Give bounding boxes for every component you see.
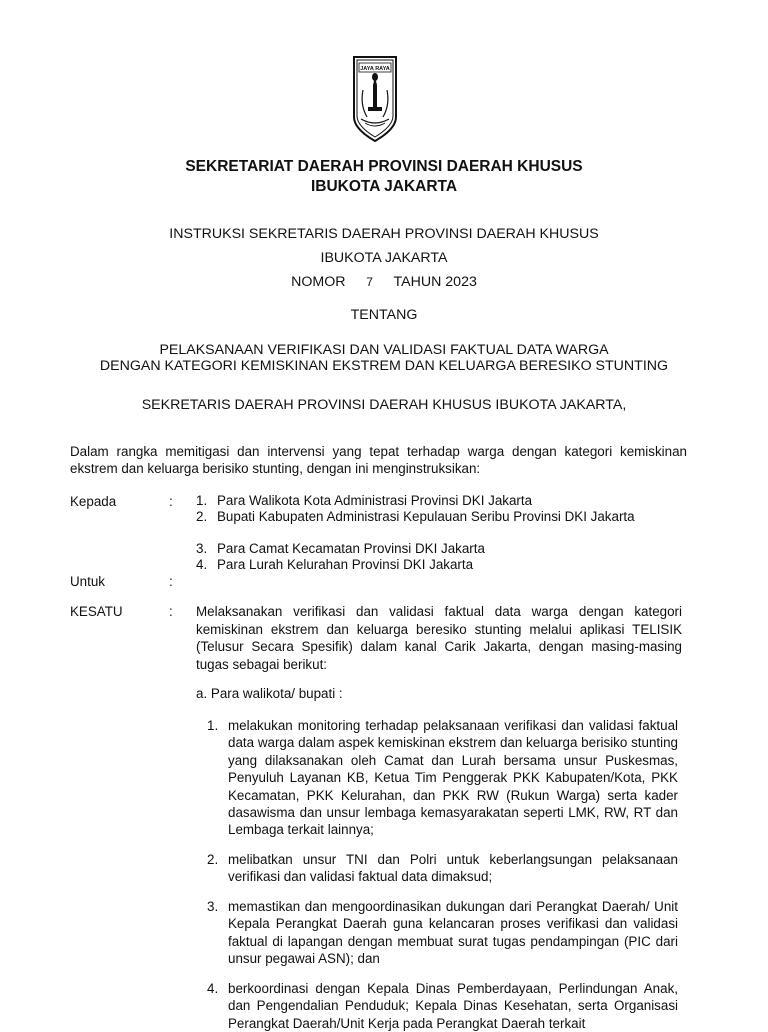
list-item [196,493,683,509]
list-number: 2. [196,509,208,524]
list-text: Para Lurah Kelurahan Provinsi DKI Jakarta [217,557,474,572]
list-number: 2. [207,852,219,867]
org-name-line1: SEKRETARIAT DAERAH PROVINSI DAERAH KHUSUS [185,158,583,175]
nomor-line [0,274,768,290]
list-number: 3. [196,541,208,556]
crest-motto: JAYA RAYA [360,66,390,72]
list-text: melakukan monitoring terhadap pelaksanaan verifikasi dan validasi faktual data warga dalam aspek kemiskinan ekstrem dan keluarga berisiko stunting yang dilaksanakan oleh Camat dan Lurah bersama unsur Puskesmas, Penyuluh Layanan KB, Ketua Tim Penggerak PKK Kabupaten/Kota, PKK Kecamatan, PKK Kelurahan, dan PKK RW (Rukun Warga) serta kader dasawisma dan unsur lembaga kemasyarakatan seperti LMK, RW, RT dan Lembaga terkait lainnya; [228,718,678,838]
instruction-title-line2: IBUKOTA JAKARTA [320,250,448,266]
subject-line1: PELAKSANAAN VERIFIKASI DAN VALIDASI FAKTUAL DATA WARGA [159,342,609,358]
list-item [196,541,683,557]
subject-line2: DENGAN KATEGORI KEMISKINAN EKSTREM DAN KELUARGA BERESIKO STUNTING [99,358,669,374]
list-text: berkoordinasi dengan Kepala Dinas Pemberdayaan, Perlindungan Anak, dan Pengendalian Penduduk; Kepala Dinas Kesehatan, serta Organisasi Perangkat Daerah/Unit Kerja pada Perangkat Daerah terkait [228,981,678,1031]
list-item [207,980,678,1032]
list-text: memastikan dan mengoordinasikan dukungan dari Perangkat Daerah/ Unit Kepala Perangkat Daerah guna kelancaran proses verifikasi dan validasi faktual di lapangan dengan membuat surat tugas pendampingan (PIC dari unsur pegawai ASN); dan [228,899,678,967]
instruction-title-line1: INSTRUKSI SEKRETARIS DAERAH PROVINSI DAERAH KHUSUS [169,226,599,242]
list-text: Para Walikota Kota Administrasi Provinsi DKI Jakarta [217,493,533,508]
untuk-colon: : [169,574,173,589]
list-number: 3. [207,899,219,914]
sub-item-a: a. Para walikota/ bupati : [196,686,343,701]
kesatu-label: KESATU [70,604,123,619]
list-item [196,557,683,573]
nomor-value: 7 [366,275,373,289]
list-number: 1. [196,493,208,508]
list-number: 4. [196,557,208,572]
list-text: melibatkan unsur TNI dan Polri untuk keberlangsungan pelaksanaan verifikasi dan validasi faktual data dimaksud; [228,852,678,885]
kepada-label: Kepada [70,494,117,509]
tentang-label: TENTANG [350,307,418,323]
list-item [207,717,678,839]
kesatu-text: Melaksanakan verifikasi dan validasi faktual data warga dengan kategori kemiskinan ekstrem dan keluarga beresiko stunting melalui aplikasi TELISIK (Telusur Secara Spesifik) dalam kanal Carik Jakarta, dengan masing-masing tugas sebagai berikut: [196,604,682,672]
list-item [196,509,683,525]
list-item [207,851,678,886]
nomor-label: NOMOR [291,274,346,290]
jakarta-crest-logo [351,55,399,143]
list-text: Bupati Kabupaten Administrasi Kepulauan Seribu Provinsi DKI Jakarta [217,509,635,524]
issuer-title: SEKRETARIS DAERAH PROVINSI DAERAH KHUSUS IBUKOTA JAKARTA, [141,397,627,413]
org-name-line2: IBUKOTA JAKARTA [310,178,458,195]
list-item [207,898,678,968]
list-text: Para Camat Kecamatan Provinsi DKI Jakarta [217,541,485,556]
tahun-text: TAHUN 2023 [393,274,477,290]
kesatu-colon: : [169,604,173,619]
untuk-label: Untuk [70,574,105,589]
list-number: 1. [207,718,219,733]
list-number: 4. [207,981,219,996]
intro-paragraph: Dalam rangka memitigasi dan intervensi yang tepat terhadap warga dengan kategori kemiskinan ekstrem dan keluarga berisiko stunting, dengan ini menginstruksikan: [70,444,687,477]
kepada-colon: : [169,494,173,509]
